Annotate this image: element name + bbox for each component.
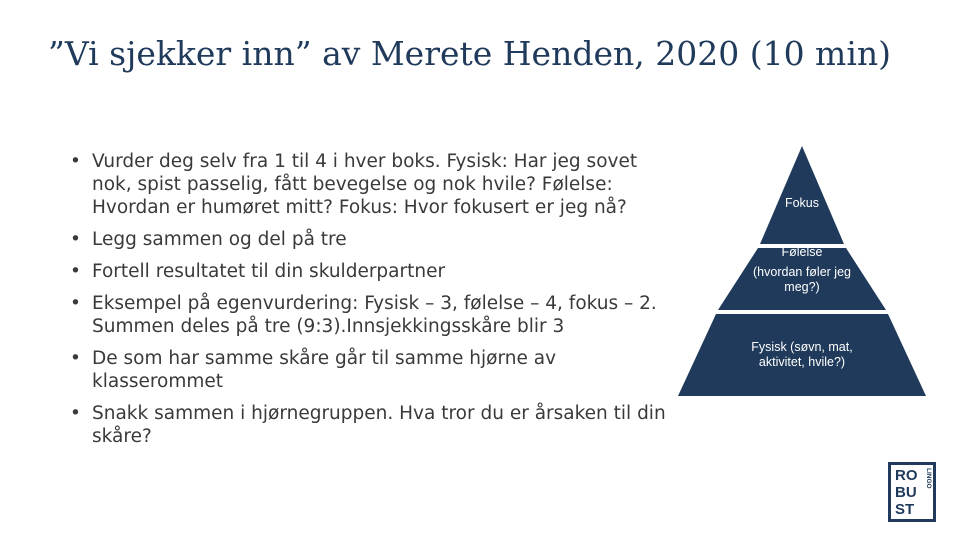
pyramid-top-label: Fokus — [784, 196, 820, 210]
logo-line: ST — [895, 501, 915, 518]
logo-line: BU — [895, 484, 917, 501]
bullet-item: • Eksempel på egenvurdering: Fysisk – 3, følelse – 4, fokus – 2. Summen deles på tre (9:3).Innsjekkingsskåre blir 3 — [70, 292, 670, 338]
bullet-item: • Legg sammen og del på tre — [70, 228, 670, 251]
logo-wordmark — [895, 467, 918, 518]
logo-line: RO — [895, 467, 918, 484]
logo-side-text: LINGO — [925, 468, 932, 489]
bullet-item: • Fortell resultatet til din skulderpartner — [70, 260, 670, 283]
pyramid-middle-label: Følelse — [781, 245, 823, 259]
bullet-item: • De som har samme skåre går til samme hjørne av klasserommet — [70, 347, 670, 393]
slide-title: ”Vi sjekker inn” av Merete Henden, 2020 (10 min) — [48, 34, 892, 73]
bullet-list — [70, 150, 670, 457]
pyramid-bottom-label: Fysisk (søvn, mat, aktivitet, hvile?) — [751, 340, 853, 369]
pyramid-middle-sublabel: (hvordan føler jeg meg?) — [753, 265, 851, 294]
pyramid-diagram — [678, 146, 926, 396]
pyramid-level-top — [760, 146, 844, 244]
bullet-item: • Snakk sammen i hjørnegruppen. Hva tror du er årsaken til din skåre? — [70, 402, 670, 448]
robust-logo — [888, 462, 936, 522]
bullet-item: • Vurder deg selv fra 1 til 4 i hver boks. Fysisk: Har jeg sovet nok, spist passelig, fått bevegelse og nok hvile? Følelse: Hvordan er humøret mitt? Fokus: Hvor fokusert er jeg nå? — [70, 150, 670, 219]
